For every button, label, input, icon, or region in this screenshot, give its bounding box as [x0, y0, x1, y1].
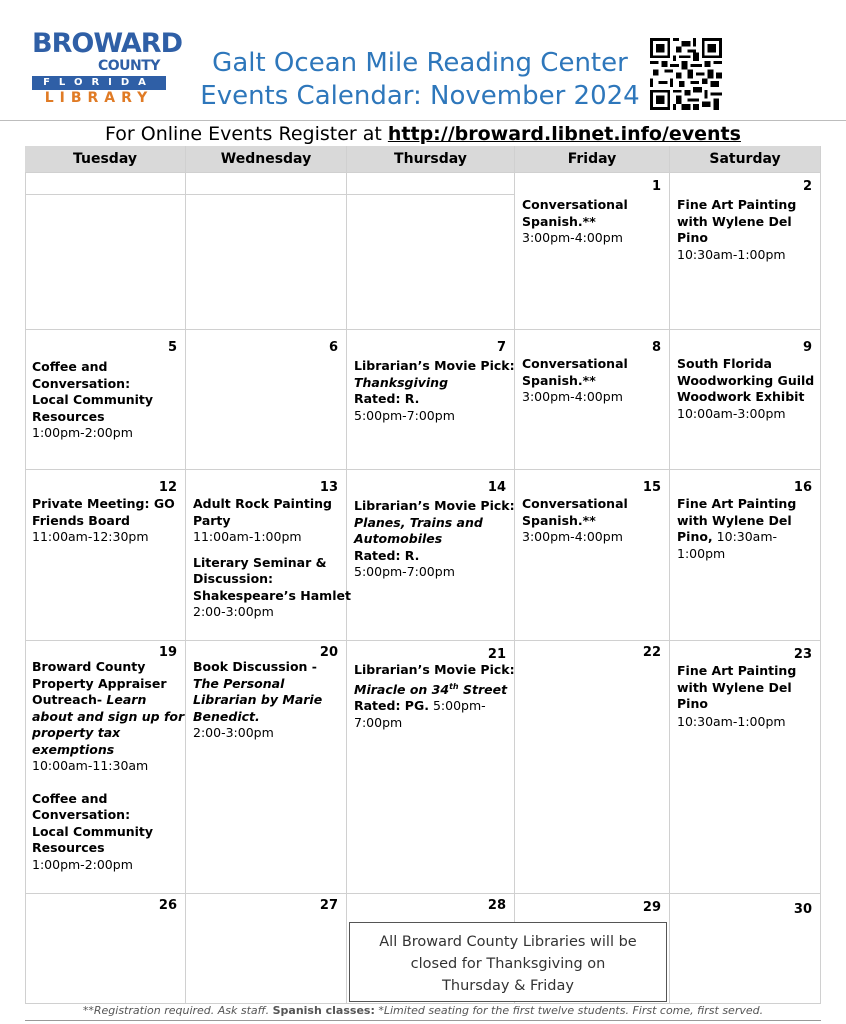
date-number: 23 — [793, 647, 812, 662]
date-number: 27 — [319, 898, 338, 913]
date-number: 30 — [793, 902, 812, 917]
event-conversational-spanish: Conversational Spanish.** 3:00pm-4:00pm — [522, 356, 628, 404]
day-cell-nov14 — [347, 470, 515, 641]
day-cell-nov22 — [515, 641, 670, 894]
day-cell-nov21 — [347, 641, 515, 894]
date-number: 9 — [802, 340, 812, 355]
date-number: 15 — [642, 480, 661, 495]
day-cell-nov1-date — [515, 173, 670, 195]
header-divider — [0, 120, 846, 121]
day-cell-empty — [25, 195, 186, 330]
event-book-discussion: Book Discussion - The Personal Librarian by Marie Benedict. 2:00-3:00pm — [193, 659, 323, 740]
day-cell-nov9 — [670, 330, 821, 470]
event-private-meeting: Private Meeting: GO Friends Board 11:00am-12:30pm — [32, 496, 175, 544]
day-cell-nov1 — [515, 195, 670, 330]
day-cell-nov2 — [670, 195, 821, 330]
date-number: 12 — [158, 480, 177, 495]
date-number: 2 — [802, 179, 812, 194]
day-cell-nov16 — [670, 470, 821, 641]
event-woodwork-exhibit: South Florida Woodworking Guild Woodwork Exhibit 10:00am-3:00pm — [677, 356, 815, 421]
day-cell-empty — [186, 195, 347, 330]
date-number: 28 — [487, 898, 506, 913]
day-header-saturday: Saturday — [670, 146, 821, 173]
day-header-wednesday: Wednesday — [186, 146, 347, 173]
date-number: 21 — [487, 647, 506, 662]
event-fine-art-painting: Fine Art Painting with Wylene Del Pino 10:30am-1:00pm — [677, 197, 797, 262]
page-title-line2: Events Calendar: November 2024 — [200, 81, 640, 111]
date-number: 1 — [651, 179, 661, 194]
day-cell-nov30 — [670, 894, 821, 1004]
date-number: 8 — [651, 340, 661, 355]
day-cell-nov19 — [25, 641, 186, 894]
day-header-tuesday: Tuesday — [25, 146, 186, 173]
event-fine-art-painting: Fine Art Painting with Wylene Del Pino, 10:30am- 1:00pm — [677, 496, 797, 561]
qr-code-icon — [650, 38, 722, 110]
footer-divider — [25, 1020, 821, 1021]
day-cell-nov15 — [515, 470, 670, 641]
event-movie-pick: Librarian’s Movie Pick: Thanksgiving Rated: R. 5:00pm-7:00pm — [354, 358, 515, 423]
day-cell-nov12 — [25, 470, 186, 641]
day-cell-empty — [347, 195, 515, 330]
date-number: 6 — [328, 340, 338, 355]
event-rock-painting-and-seminar: Adult Rock Painting Party 11:00am-1:00pm Literary Seminar & Discussion: Shakespeare’s Hamlet 2:00-3:00pm — [193, 496, 351, 619]
date-number: 20 — [319, 645, 338, 660]
logo-wordmark: BROWARD — [32, 28, 182, 59]
day-cell-nov20 — [186, 641, 347, 894]
date-row-cell — [347, 173, 515, 195]
page-title-line1: Galt Ocean Mile Reading Center — [212, 48, 628, 78]
date-number: 26 — [158, 898, 177, 913]
date-number: 22 — [642, 645, 661, 660]
day-cell-nov5 — [25, 330, 186, 470]
day-header-friday: Friday — [515, 146, 670, 173]
day-cell-nov13 — [186, 470, 351, 641]
day-cell-nov6 — [186, 330, 347, 470]
date-number: 29 — [642, 900, 661, 915]
day-cell-nov23 — [670, 641, 821, 894]
date-number: 5 — [167, 340, 177, 355]
date-number: 13 — [319, 480, 338, 495]
register-line — [0, 122, 846, 146]
thanksgiving-closed-notice: All Broward County Libraries will be closed for Thanksgiving on Thursday & Friday — [349, 922, 667, 1002]
date-number: 16 — [793, 480, 812, 495]
date-number: 7 — [496, 340, 506, 355]
register-link[interactable]: http://broward.libnet.info/events — [387, 123, 741, 145]
day-cell-nov7 — [347, 330, 515, 470]
day-cell-nov8 — [515, 330, 670, 470]
date-row-cell — [25, 173, 186, 195]
library-logo — [28, 26, 182, 106]
logo-county: COUNTY — [98, 58, 160, 74]
event-conversational-spanish: Conversational Spanish.** 3:00pm-4:00pm — [522, 496, 628, 544]
event-movie-pick: Librarian’s Movie Pick: Planes, Trains and Automobiles Rated: R. 5:00pm-7:00pm — [354, 498, 515, 579]
date-number: 19 — [158, 645, 177, 660]
day-cell-nov26 — [25, 894, 186, 1004]
register-text: For Online Events Register at — [105, 123, 388, 145]
day-cell-nov2-date — [670, 173, 821, 195]
event-coffee-conversation: Coffee and Conversation: Local Community Resources 1:00pm-2:00pm — [32, 359, 154, 440]
event-movie-pick: Librarian’s Movie Pick: Miracle on 34th Street Rated: PG. 5:00pm- 7:00pm — [354, 662, 515, 730]
event-fine-art-painting: Fine Art Painting with Wylene Del Pino 10:30am-1:00pm — [677, 663, 797, 729]
date-row-cell — [186, 173, 347, 195]
day-cell-nov27 — [186, 894, 347, 1004]
logo-florida: FLORIDA — [32, 76, 166, 90]
logo-library: LIBRARY — [44, 90, 154, 106]
event-conversational-spanish: Conversational Spanish.** 3:00pm-4:00pm — [522, 197, 628, 245]
date-number: 14 — [487, 480, 506, 495]
event-appraiser-outreach-and-coffee: Broward County Property Appraiser Outreach- Learn about and sign up for property tax exemptions 10:00am-11:30am Coffee and Conversation: Local Community Resources 1:00pm-2:00pm — [32, 659, 185, 872]
footer-note: **Registration required. Ask staff. Spanish classes: *Limited seating for the first twelve students. First come, first served. — [82, 1004, 764, 1017]
day-header-thursday: Thursday — [347, 146, 515, 173]
